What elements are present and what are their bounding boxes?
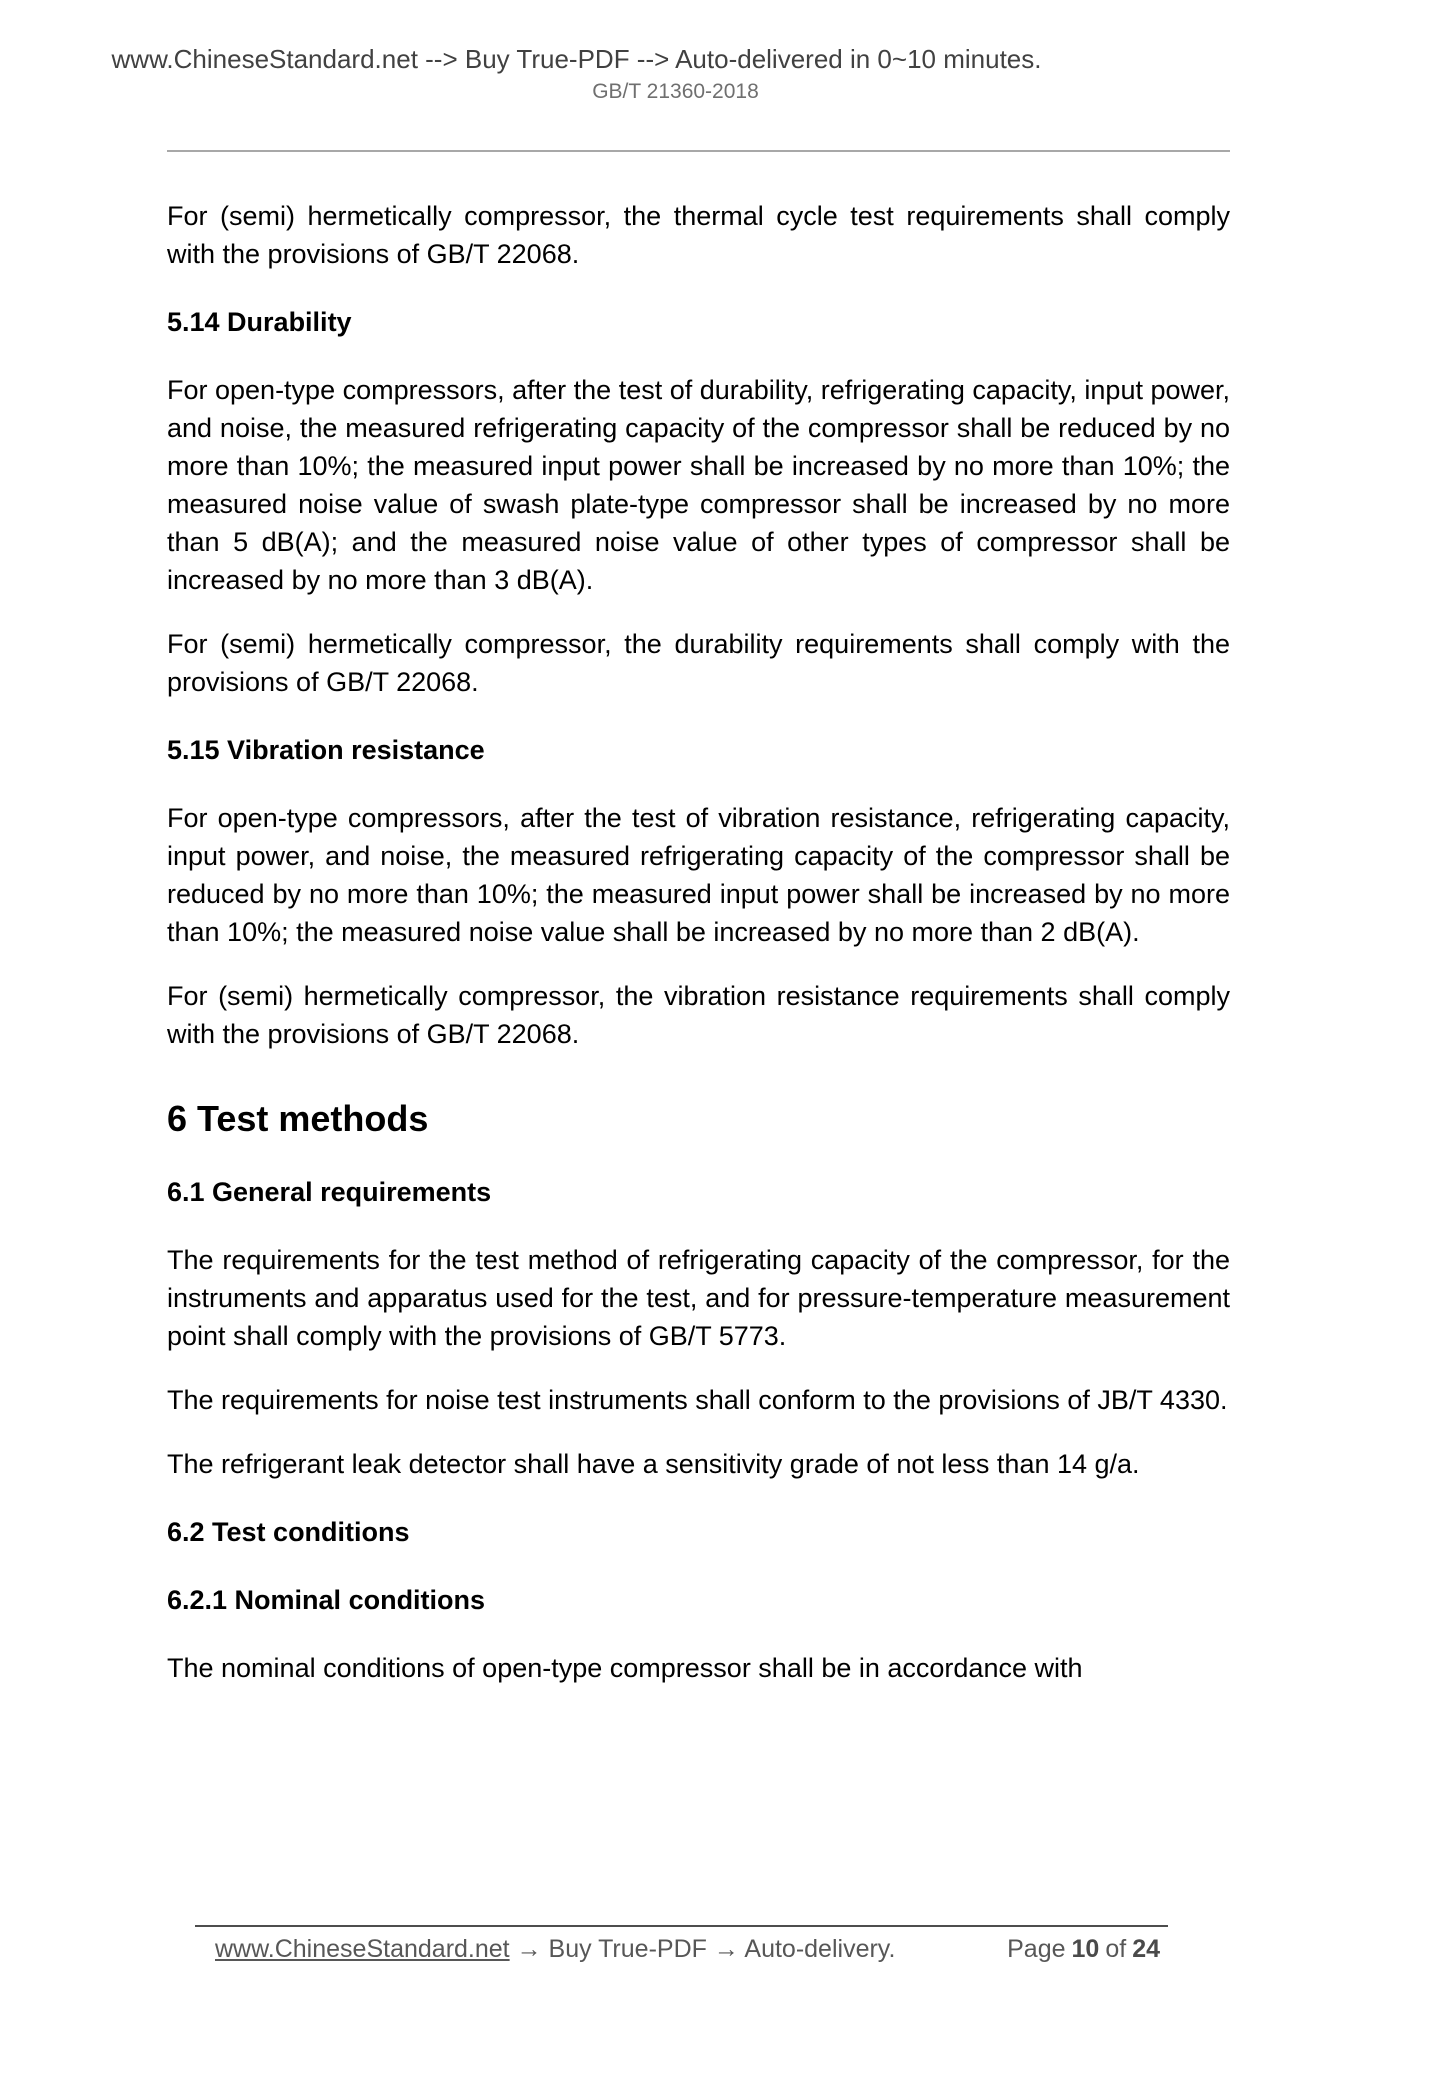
footer-delivery-line [215, 1934, 895, 1964]
section-heading: 5.15 Vibration resistance [167, 735, 485, 765]
paragraph: The requirements for the test method of refrigerating capacity of the compressor, for the instruments and apparatus used for the test, and for pressure-temperature measurement point shall comply with the provisions of GB/T 5773. [167, 1245, 1230, 1351]
section-heading: 5.14 Durability [167, 307, 352, 337]
page-of-label: of [1105, 1935, 1127, 1963]
footer-site-link[interactable]: www.ChineseStandard.net [215, 1935, 510, 1963]
footer-delivery-text: → Buy True-PDF → Auto-delivery. [509, 1935, 896, 1963]
paragraph: The requirements for noise test instruments shall conform to the provisions of JB/T 4330. [167, 1385, 1228, 1415]
section-heading: 6.1 General requirements [167, 1177, 492, 1207]
document-body [0, 197, 1445, 1687]
page-label: Page [1007, 1935, 1066, 1963]
paragraph: For (semi) hermetically compressor, the durability requirements shall comply with the provisions of GB/T 22068. [167, 629, 1230, 697]
paragraph: For (semi) hermetically compressor, the vibration resistance requirements shall comply with the provisions of GB/T 22068. [167, 981, 1230, 1049]
page-current: 10 [1071, 1935, 1100, 1963]
subsection-heading: 6.2.1 Nominal conditions [167, 1585, 486, 1615]
section-heading: 6.2 Test conditions [167, 1517, 410, 1547]
paragraph: The nominal conditions of open-type compressor shall be in accordance with [167, 1653, 1083, 1683]
header-divider [167, 150, 1230, 152]
paragraph: For (semi) hermetically compressor, the thermal cycle test requirements shall comply with the provisions of GB/T 22068. [167, 201, 1230, 269]
page-footer [195, 1925, 1168, 1964]
page-indicator [1001, 1934, 1160, 1964]
page-header [0, 44, 1445, 152]
header-tagline: www.ChineseStandard.net --> Buy True-PDF --> Auto-delivered in 0~10 minutes. [111, 44, 1042, 74]
paragraph: The refrigerant leak detector shall have a sensitivity grade of not less than 14 g/a. [167, 1449, 1140, 1479]
page-total: 24 [1132, 1935, 1160, 1963]
paragraph: For open-type compressors, after the test of vibration resistance, refrigerating capacity, input power, and noise, the measured refrigerating capacity of the compressor shall be reduced by no more than 10%; the measured input power shall be increased by no more than 10%; the measured noise value shall be increased by no more than 2 dB(A). [167, 803, 1230, 947]
paragraph: For open-type compressors, after the test of durability, refrigerating capacity, input power, and noise, the measured refrigerating capacity of the compressor shall be reduced by no more than 10%; the measured input power shall be increased by no more than 10%; the measured noise value of swash plate-type compressor shall be increased by no more than 5 dB(A); and the measured noise value of other types of compressor shall be increased by no more than 3 dB(A). [167, 375, 1231, 595]
standard-number: GB/T 21360-2018 [592, 80, 759, 103]
chapter-heading: 6 Test methods [167, 1098, 429, 1139]
